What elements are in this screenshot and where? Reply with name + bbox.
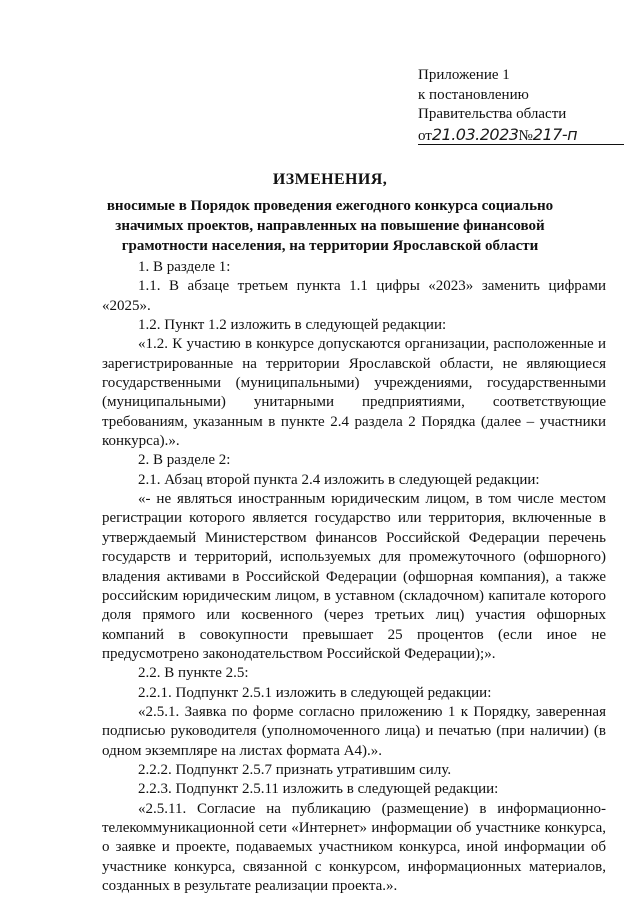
title-heading: ИЗМЕНЕНИЯ, bbox=[272, 171, 388, 188]
document-title bbox=[60, 170, 600, 256]
appendix-government-ref: Правительства области bbox=[418, 106, 567, 122]
paragraph-1-2: 1.2. Пункт 1.2 изложить в следующей редакции: bbox=[138, 317, 447, 334]
number-prefix: № bbox=[518, 127, 533, 144]
paragraph-2-1-text: «- не являться иностранным юридическим лицом, в том числе местом регистрации которого является государство или территория, включенные в утверждаемый Министерством финансов Российской Федерации перечень государств и территорий, используемых для промежуточного (офшорного) владения активами в Российской Федерации (офшорная компания), а также российским юридическим лицом, в уставном (складочном) капитале которого доля прямого или косвенного (через третьих лиц) участия офшорных компаний в совокупности превышает 25 процентов (если иное не предусмотрено законодательством Российской Федерации);». bbox=[102, 491, 606, 662]
paragraph-2-2-3-text: «2.5.11. Согласие на публикацию (размещение) в информационно-телекоммуникационной сети «Интернет» информации об участнике конкурса, о заявке и проекте, подаваемых участником конкурса, иной информации об участнике конкурса, связанной с конкурсом, информационных материалов, созданных в результате реализации проекта.». bbox=[102, 800, 606, 894]
subtitle-line-3: грамотности населения, на территории Ярославской области bbox=[121, 238, 539, 254]
signature-underline bbox=[418, 144, 624, 145]
appendix-resolution-ref: к постановлению bbox=[418, 86, 529, 103]
paragraph-2-2: 2.2. В пункте 2.5: bbox=[138, 665, 249, 682]
paragraph-2-2-1-text: «2.5.1. Заявка по форме согласно приложению 1 к Порядку, заверенная подписью руководителя (уполномоченного лица) и печатью (при наличии) (в одном экземпляре на листах формата А4).». bbox=[102, 703, 606, 759]
paragraph-2-1: 2.1. Абзац второй пункта 2.4 изложить в следующей редакции: bbox=[138, 471, 540, 488]
paragraph-2-2-1: 2.2.1. Подпункт 2.5.1 изложить в следующей редакции: bbox=[138, 684, 492, 701]
appendix-header bbox=[418, 66, 628, 146]
document-body bbox=[102, 258, 606, 896]
paragraph-1-1: 1.1. В абзаце третьем пункта 1.1 цифры «2023» заменить цифрами «2025». bbox=[102, 278, 606, 314]
paragraph-section-2: 2. В разделе 2: bbox=[138, 452, 231, 469]
paragraph-2-2-2: 2.2.2. Подпункт 2.5.7 признать утратившим силу. bbox=[138, 761, 452, 778]
appendix-date-number-line bbox=[418, 125, 628, 147]
handwritten-number: 217-п bbox=[532, 124, 578, 144]
paragraph-1-2-text: «1.2. К участию в конкурсе допускаются организации, расположенные и зарегистрированные на территории Ярославской области, не являющиеся государственными (муниципальными) учреждениями, государственными (муниципальными) унитарными предприятиями, соответствующие требованиям, указанным в пункте 2.4 раздела 2 Порядка (далее – участники конкурса).». bbox=[102, 336, 606, 450]
title-subtitle bbox=[60, 196, 600, 256]
subtitle-line-1: вносимые в Порядок проведения ежегодного конкурса социально bbox=[106, 198, 554, 214]
paragraph-2-2-3: 2.2.3. Подпункт 2.5.11 изложить в следующей редакции: bbox=[138, 781, 499, 798]
appendix-label: Приложение 1 bbox=[418, 67, 510, 83]
paragraph-section-1: 1. В разделе 1: bbox=[138, 259, 231, 275]
subtitle-line-2: значимых проектов, направленных на повышение финансовой bbox=[115, 218, 545, 234]
date-prefix: от bbox=[418, 127, 432, 144]
handwritten-date: 21.03.2023 bbox=[431, 124, 519, 144]
